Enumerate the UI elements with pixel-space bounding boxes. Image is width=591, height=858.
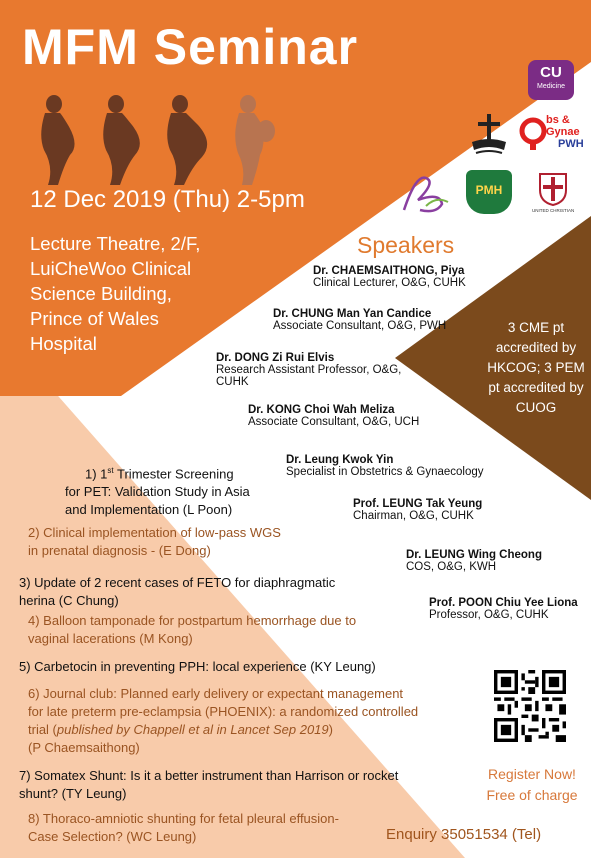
program-item-4 xyxy=(28,612,356,648)
speakers-heading: Speakers xyxy=(357,232,455,258)
pmh-logo-text: PMH xyxy=(475,183,503,197)
pmh-logo xyxy=(466,170,512,214)
program-item-1-title-start: Trimester Screening xyxy=(113,466,234,482)
speaker-role: Professor, O&G, CUHK xyxy=(429,609,549,621)
free-of-charge-line: Free of charge xyxy=(486,787,578,803)
program-item-8-line-1: 8) Thoraco-amniotic shunting for fetal pleural effusion- xyxy=(28,811,339,826)
register-now-text[interactable] xyxy=(477,764,587,806)
obs-gynae-text-2: Gynae xyxy=(546,126,580,138)
speaker-7 xyxy=(406,549,542,573)
program-item-3-line-2: herina (C Chung) xyxy=(19,593,119,608)
program-item-1-number: 1) 1 xyxy=(85,466,108,482)
speaker-name: Dr. CHAEMSAITHONG, Piya xyxy=(313,265,465,277)
speaker-name: Dr. Leung Kwok Yin xyxy=(286,454,394,466)
speaker-6 xyxy=(353,498,482,522)
uch-caption: UNITED CHRISTIAN xyxy=(532,208,575,213)
program-item-6 xyxy=(28,685,418,757)
obs-gynae-text-3: PWH xyxy=(558,138,584,150)
obs-gynae-text-1: bs & xyxy=(546,114,570,126)
speaker-name: Prof. LEUNG Tak Yeung xyxy=(353,498,483,510)
program-item-6-line-3-start: trial ( xyxy=(28,722,57,737)
program-item-1 xyxy=(65,462,355,519)
speaker-3 xyxy=(216,352,401,388)
speaker-1 xyxy=(313,265,466,289)
obs-gynae-symbol xyxy=(518,116,548,150)
program-item-7-line-2: shunt? (TY Leung) xyxy=(19,786,127,801)
enquiry-phone: Enquiry 35051534 (Tel) xyxy=(386,826,542,843)
program-item-2 xyxy=(28,524,281,560)
program-item-1-line-2: for PET: Validation Study in Asia xyxy=(65,484,250,500)
cu-logo-subtext: Medicine xyxy=(536,83,565,90)
cu-logo-text: CU xyxy=(540,64,562,81)
program-item-6-line-4: (P Chaemsaithong) xyxy=(28,740,140,755)
speaker-name: Dr. CHUNG Man Yan Candice xyxy=(273,308,432,320)
speaker-2 xyxy=(273,308,446,332)
program-item-6-line-3-end: ) xyxy=(328,722,333,737)
registration-qr-code[interactable] xyxy=(494,670,566,742)
program-item-8-line-2: Case Selection? (WC Leung) xyxy=(28,829,197,844)
speaker-role: Chairman, O&G, CUHK xyxy=(353,510,474,522)
register-now-line: Register Now! xyxy=(488,766,576,782)
program-item-3-line-1: 3) Update of 2 recent cases of FETO for diaphragmatic xyxy=(19,575,336,590)
seminar-title: MFM Seminar xyxy=(22,19,359,75)
obs-gynae-pwh-logo xyxy=(518,112,588,156)
ordinal-suffix: st xyxy=(107,466,114,475)
program-item-1-line-3: and Implementation (L Poon) xyxy=(65,502,233,518)
speaker-4 xyxy=(248,404,419,428)
purple-script-logo xyxy=(396,170,452,216)
program-item-5-line-1: 5) Carbetocin in preventing PPH: local experience (KY Leung) xyxy=(19,659,376,674)
program-item-6-citation: published by Chappell et al in Lancet Sep 2019 xyxy=(56,722,329,737)
speaker-role: Associate Consultant, O&G, PWH xyxy=(273,320,447,332)
speaker-role: Associate Consultant, O&G, UCH xyxy=(248,416,420,428)
speaker-name: Dr. DONG Zi Rui Elvis xyxy=(216,352,335,364)
speaker-role: Clinical Lecturer, O&G, CUHK xyxy=(313,277,466,289)
speaker-name: Dr. KONG Choi Wah Meliza xyxy=(248,404,395,416)
program-item-5 xyxy=(19,658,376,676)
program-item-4-line-1: 4) Balloon tamponade for postpartum hemorrhage due to xyxy=(28,613,357,628)
seminar-date: 12 Dec 2019 (Thu) 2-5pm xyxy=(30,186,305,213)
cme-accreditation: 3 CME pt accredited by HKCOG; 3 PEM pt accredited by CUOG xyxy=(487,320,585,415)
speaker-role: Research Assistant Professor, O&G, xyxy=(216,364,402,376)
program-item-7-line-1: 7) Somatex Shunt: Is it a better instrument than Harrison or rocket xyxy=(19,768,399,783)
program-item-2-line-1: 2) Clinical implementation of low-pass WGS xyxy=(28,525,281,540)
uch-shield xyxy=(538,172,568,206)
program-item-7 xyxy=(19,767,398,803)
seminar-venue: Lecture Theatre, 2/F, LuiCheWoo Clinical Science Building, Prince of Wales Hospital xyxy=(30,233,201,354)
program-item-6-line-3 xyxy=(28,721,418,739)
program-item-3 xyxy=(19,574,335,610)
program-item-8 xyxy=(28,810,339,846)
speaker-role-continued: CUHK xyxy=(216,376,249,388)
program-item-6-line-1: 6) Journal club: Planned early delivery or expectant management xyxy=(28,686,404,701)
church-cross-logo xyxy=(470,112,508,160)
program-heading: Program xyxy=(120,421,216,449)
program-item-6-line-2: for late preterm pre-eclampsia (PHOENIX): a randomized controlled xyxy=(28,704,419,719)
program-item-2-line-2: in prenatal diagnosis - (E Dong) xyxy=(28,543,211,558)
speaker-name: Prof. POON Chiu Yee Liona xyxy=(429,597,578,609)
speaker-name: Dr. LEUNG Wing Cheong xyxy=(406,549,542,561)
program-item-1-line-1 xyxy=(85,462,355,483)
speaker-role: Specialist in Obstetrics & Gynaecology xyxy=(286,466,484,478)
uch-logo xyxy=(532,172,574,218)
speaker-8 xyxy=(429,597,578,621)
cu-medicine-logo xyxy=(528,60,574,100)
program-item-4-line-2: vaginal lacerations (M Kong) xyxy=(28,631,193,646)
speaker-role: COS, O&G, KWH xyxy=(406,561,497,573)
